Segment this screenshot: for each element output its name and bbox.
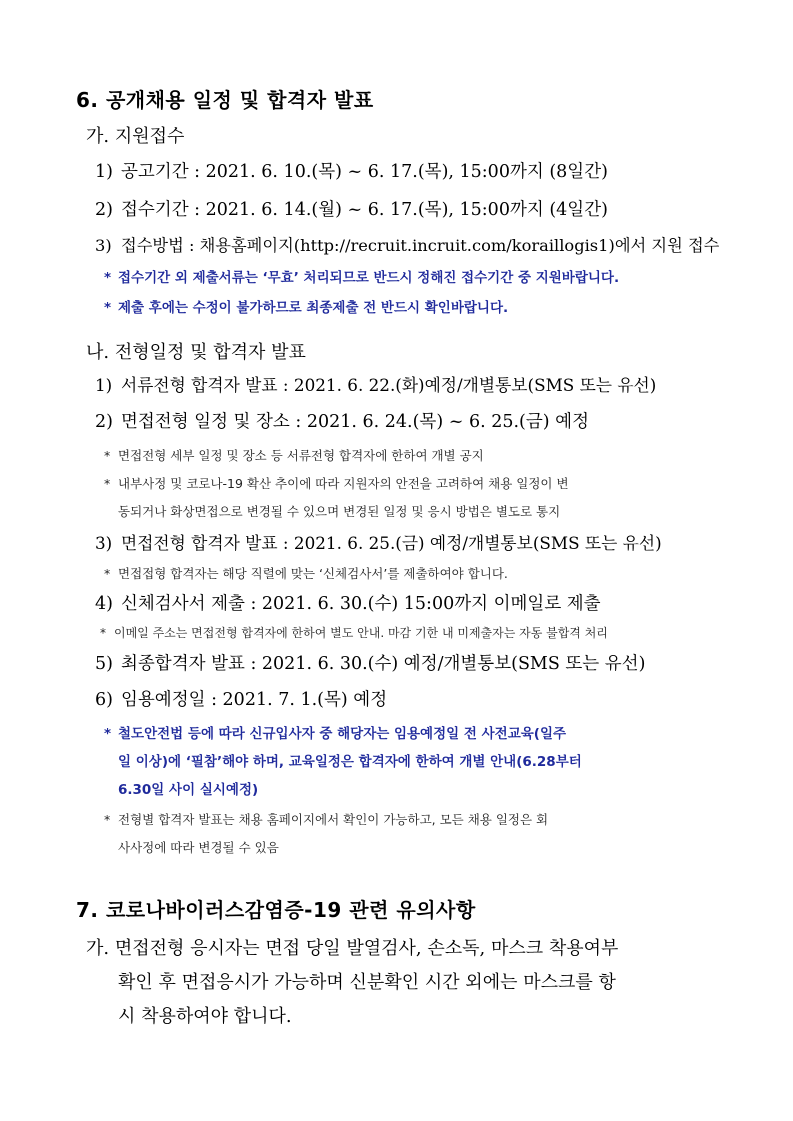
note-text: 철도안전법 등에 따라 신규입사자 중 해당자는 임용예정일 전 사전교육(일주 [118, 726, 567, 742]
item-text: 공고기간 : 2021. 6. 10.(목) ~ 6. 17.(목), 15:00까지 (8일간) [121, 162, 608, 182]
note-continuation: 사사정에 따라 변경될 수 있음 [118, 840, 279, 855]
item-text: 접수기간 : 2021. 6. 14.(월) ~ 6. 17.(목), 15:00까지 (4일간) [121, 200, 608, 220]
star-marker: * [104, 726, 112, 742]
item-number: 1) [95, 375, 113, 395]
star-marker: * [104, 300, 112, 316]
paragraph-line: 시 착용하여야 합니다. [118, 1006, 292, 1027]
star-marker: * [100, 626, 106, 640]
list-item [95, 530, 662, 554]
subsection-ga-title: 가. 지원접수 [86, 126, 185, 147]
item-number: 3) [95, 533, 113, 553]
item-number: 5) [95, 654, 113, 674]
list-item [95, 196, 608, 221]
note-text: 제출 후에는 수정이 불가하므로 최종제출 전 반드시 확인바랍니다. [118, 300, 509, 316]
list-item [95, 650, 645, 675]
star-marker: * [104, 448, 111, 463]
list-item [95, 232, 719, 256]
subsection-na-title: 나. 전형일정 및 합격자 발표 [86, 342, 306, 363]
list-item [95, 686, 387, 711]
item-number: 6) [95, 690, 113, 710]
list-item [95, 158, 608, 183]
note-continuation: 일 이상)에 ‘필참’해야 하며, 교육일정은 합격자에 한하여 개별 안내(6.28부터 [118, 754, 582, 770]
item-text: 면접전형 합격자 발표 : 2021. 6. 25.(금) 예정/개별통보(SMS 또는 유선) [121, 533, 662, 553]
item-text: 임용예정일 : 2021. 7. 1.(목) 예정 [121, 690, 388, 710]
star-marker: * [104, 270, 112, 286]
note-continuation: 6.30일 사이 실시예정) [118, 782, 259, 798]
note-text: 면접전형 세부 일정 및 장소 등 서류전형 합격자에 한하여 개별 공지 [118, 448, 484, 463]
note [104, 810, 548, 828]
item-text: 서류전형 합격자 발표 : 2021. 6. 22.(화)예정/개별통보(SMS 또는 유선) [121, 375, 657, 395]
star-marker: * [104, 812, 111, 827]
star-marker: * [104, 476, 111, 491]
star-marker: * [104, 566, 111, 581]
note-continuation: 동되거나 화상면접으로 변경될 수 있으며 변경된 일정 및 응시 방법은 별도로 통지 [118, 504, 561, 519]
note-text: 내부사정 및 코로나-19 확산 추이에 따라 지원자의 안전을 고려하여 채용 일정이 변 [118, 476, 569, 491]
note [104, 474, 569, 492]
item-number: 2) [95, 412, 113, 432]
paragraph-line: 가. 면접전형 응시자는 면접 당일 발열검사, 손소독, 마스크 착용여부 [86, 938, 619, 959]
note-blue [104, 266, 619, 286]
note-text: 면접접형 합격자는 해당 직렬에 맞는 ‘신체검사서’를 제출하여야 합니다. [118, 566, 508, 581]
note-text: 이메일 주소는 면접전형 합격자에 한하여 별도 안내. 마감 기한 내 미제출자는 자동 불합격 처리 [114, 626, 608, 640]
paragraph-line: 확인 후 면접응시가 가능하며 신분확인 시간 외에는 마스크를 항 [118, 972, 616, 993]
note-blue [104, 722, 566, 742]
item-number: 4) [95, 594, 113, 614]
note [104, 446, 484, 464]
note-text: 전형별 합격자 발표는 채용 홈페이지에서 확인이 가능하고, 모든 채용 일정은 회 [118, 812, 549, 827]
item-text: 최종합격자 발표 : 2021. 6. 30.(수) 예정/개별통보(SMS 또는 유선) [121, 654, 646, 674]
list-item [95, 408, 589, 433]
item-number: 2) [95, 200, 113, 220]
item-number: 1) [95, 162, 113, 182]
note [100, 624, 608, 641]
note [104, 564, 508, 582]
item-number: 3) [95, 236, 112, 255]
list-item [95, 372, 656, 396]
section-7-title: 7. 코로나바이러스감염증-19 관련 유의사항 [76, 898, 476, 922]
item-text: 접수방법 : 채용홈페이지(http://recruit.incruit.com/koraillogis1)에서 지원 접수 [121, 236, 720, 255]
item-text: 신체검사서 제출 : 2021. 6. 30.(수) 15:00까지 이메일로 제출 [121, 594, 601, 614]
note-blue [104, 296, 508, 316]
item-text: 면접전형 일정 및 장소 : 2021. 6. 24.(목) ~ 6. 25.(금) 예정 [121, 412, 589, 432]
list-item [95, 590, 601, 615]
section-6-title: 6. 공개채용 일정 및 합격자 발표 [76, 88, 374, 112]
note-text: 접수기간 외 제출서류는 ‘무효’ 처리되므로 반드시 정해진 접수기간 중 지원바랍니다. [118, 270, 620, 286]
